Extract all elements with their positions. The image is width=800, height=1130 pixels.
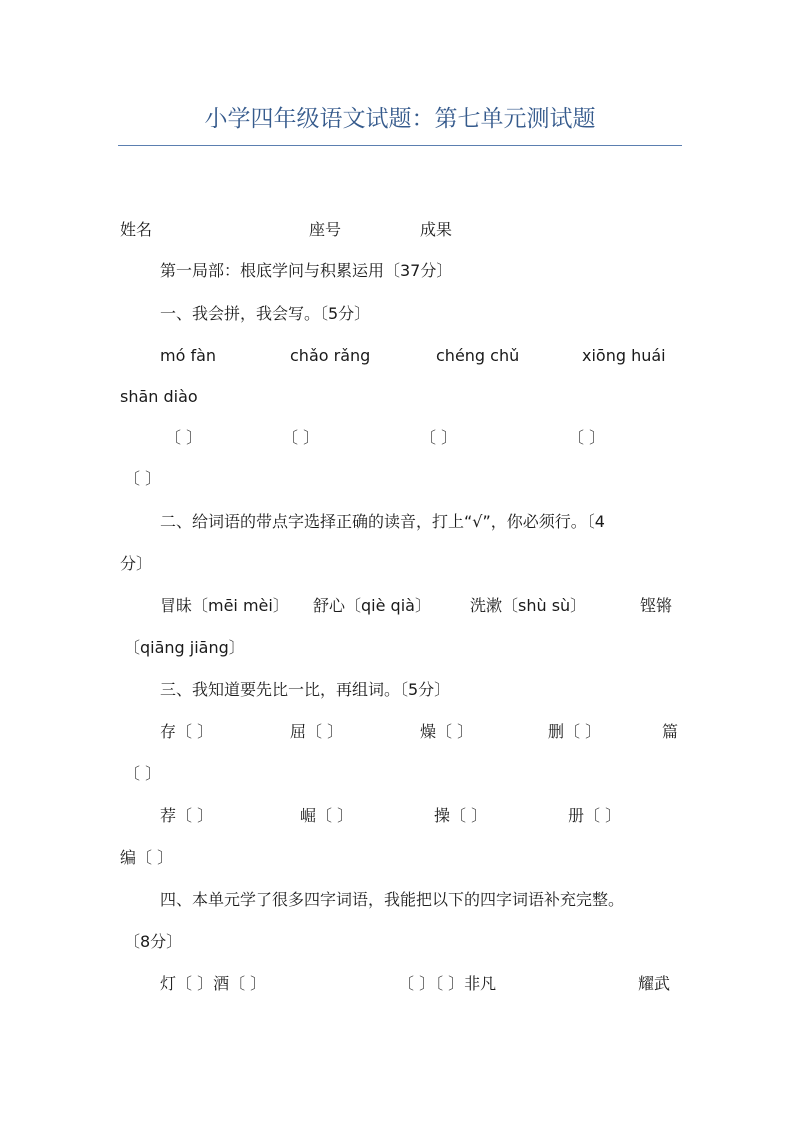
word-blank: 燥〔 〕 [420, 722, 474, 741]
score-label: 成果 [420, 220, 453, 239]
answer-blank: 〔 〕 [165, 428, 203, 447]
word-blank: 篇 [662, 722, 679, 741]
reading-choice: 铿锵 [640, 596, 673, 615]
reading-choice: 〔qiāng jiāng〕 [124, 638, 245, 657]
name-label: 姓名 [120, 220, 153, 239]
pinyin-item: xiōng huái [582, 346, 666, 365]
pinyin-item: chéng chǔ [436, 346, 520, 365]
question-4-heading-cont: 〔8分〕 [124, 932, 183, 951]
idiom-blank: 耀武 [638, 974, 671, 993]
answer-blank: 〔 〕 [568, 428, 606, 447]
reading-choice: 洗漱〔shù sù〕 [470, 596, 587, 615]
question-3-heading: 三、我知道要先比一比，再组词。〔5分〕 [160, 680, 451, 699]
question-1-heading: 一、我会拼，我会写。〔5分〕 [160, 304, 371, 323]
question-2-heading: 二、给词语的带点字选择正确的读音，打上“√”，你必须行。〔4 [160, 512, 605, 531]
word-blank: 崛〔 〕 [300, 806, 354, 825]
answer-blank: 〔 〕 [124, 469, 162, 488]
word-blank: 编〔 〕 [120, 848, 174, 867]
part-heading: 第一局部：根底学问与积累运用〔37分〕 [160, 261, 453, 280]
title-divider [118, 145, 682, 146]
question-2-heading-cont: 分〕 [120, 554, 153, 573]
idiom-blank: 〔 〕〔 〕非凡 [398, 974, 497, 993]
word-blank: 〔 〕 [124, 764, 162, 783]
reading-choice: 舒心〔qiè qià〕 [313, 596, 431, 615]
word-blank: 荐〔 〕 [160, 806, 214, 825]
answer-blank: 〔 〕 [420, 428, 458, 447]
word-blank: 存〔 〕 [160, 722, 214, 741]
pinyin-item: mó fàn [160, 346, 217, 365]
question-4-heading: 四、本单元学了很多四字词语，我能把以下的四字词语补充完整。 [160, 890, 625, 909]
answer-blank: 〔 〕 [282, 428, 320, 447]
pinyin-item: chǎo rǎng [290, 346, 371, 365]
word-blank: 删〔 〕 [548, 722, 602, 741]
idiom-blank: 灯〔 〕酒〔 〕 [160, 974, 267, 993]
seat-label: 座号 [309, 220, 342, 239]
reading-choice: 冒昧〔mēi mèi〕 [160, 596, 289, 615]
word-blank: 屈〔 〕 [290, 722, 344, 741]
word-blank: 操〔 〕 [434, 806, 488, 825]
page-title: 小学四年级语文试题：第七单元测试题 [204, 106, 596, 132]
pinyin-item: shān diào [120, 387, 198, 406]
word-blank: 册〔 〕 [568, 806, 622, 825]
